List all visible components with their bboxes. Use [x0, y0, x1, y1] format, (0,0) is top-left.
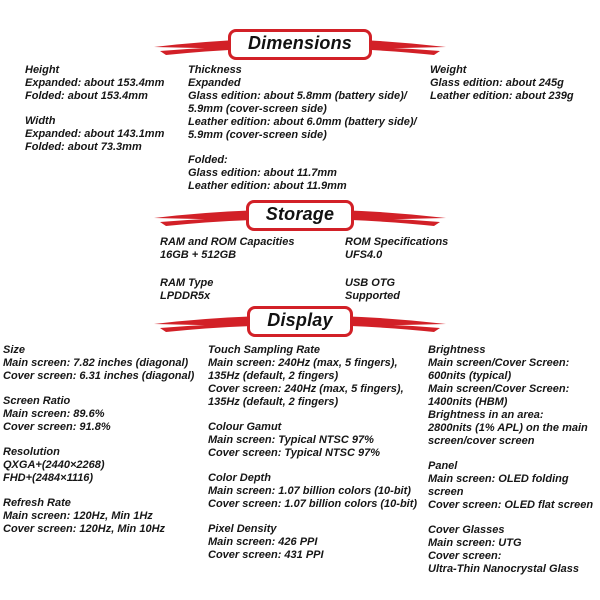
spec-line: Expanded: about 153.4mm — [25, 77, 165, 89]
spec-block — [345, 236, 505, 262]
spec-heading: Panel — [428, 460, 458, 472]
spec-heading: Pixel Density — [208, 523, 277, 535]
spec-block — [3, 344, 205, 383]
spec-column — [428, 344, 600, 588]
spec-column — [3, 344, 205, 548]
spec-line: Ultra-Thin Nanocrystal Glass — [428, 563, 579, 575]
spec-block — [188, 154, 433, 193]
spec-block — [428, 344, 600, 448]
spec-line: screen/cover screen — [428, 435, 535, 447]
spec-block — [25, 115, 185, 154]
spec-block — [208, 523, 426, 562]
spec-block — [3, 497, 205, 536]
spec-heading: Thickness — [188, 64, 242, 76]
spec-line: Cover screen: — [428, 550, 502, 562]
spec-heading: Colour Gamut — [208, 421, 282, 433]
spec-line: Expanded: about 143.1mm — [25, 128, 165, 140]
spec-heading: Refresh Rate — [3, 497, 71, 509]
section-title: Display — [267, 309, 333, 330]
spec-block — [160, 236, 342, 262]
spec-line: QXGA+(2440×2268) — [3, 459, 105, 471]
spec-line: Expanded — [188, 77, 241, 89]
spec-line: 600nits (typical) — [428, 370, 512, 382]
section-header-display — [0, 304, 600, 338]
spec-line: Main screen: 1.07 billion colors (10-bit) — [208, 485, 411, 497]
section-header-dimensions — [0, 27, 600, 61]
spec-heading: RAM and ROM Capacities — [160, 236, 295, 248]
spec-line: Glass edition: about 245g — [430, 77, 564, 89]
spec-line: Cover screen: 120Hz, Min 10Hz — [3, 523, 166, 535]
spec-line: Cover screen: 1.07 billion colors (10-bit) — [208, 498, 418, 510]
spec-heading: Brightness — [428, 344, 486, 356]
spec-line: 135Hz (default, 2 fingers) — [208, 370, 339, 382]
spec-line: Supported — [345, 290, 400, 302]
spec-line: 2800nits (1% APL) on the main — [428, 422, 588, 434]
spec-block — [430, 64, 598, 103]
spec-heading: Width — [25, 115, 56, 127]
spec-line: FHD+(2484×1116) — [3, 472, 94, 484]
spec-block — [188, 64, 433, 142]
spec-heading: USB OTG — [345, 277, 396, 289]
spec-heading: RAM Type — [160, 277, 214, 289]
spec-column — [25, 64, 185, 166]
spec-block — [3, 395, 205, 434]
spec-heading: Height — [25, 64, 60, 76]
spec-line: 16GB + 512GB — [160, 249, 237, 261]
spec-line: Main screen/Cover Screen: — [428, 357, 570, 369]
spec-line: Main screen: UTG — [428, 537, 522, 549]
spec-heading: Folded: — [188, 154, 228, 166]
spec-block — [208, 472, 426, 511]
spec-heading: Cover Glasses — [428, 524, 505, 536]
spec-line: Cover screen: 6.31 inches (diagonal) — [3, 370, 195, 382]
spec-line: Glass edition: about 5.8mm (battery side)/ — [188, 90, 407, 102]
spec-line: Main screen: 89.6% — [3, 408, 105, 420]
spec-column — [188, 64, 433, 205]
section-title-box — [228, 29, 372, 60]
spec-line: Cover screen: 240Hz (max, 5 fingers), — [208, 383, 404, 395]
spec-line: Folded: about 73.3mm — [25, 141, 142, 153]
spec-block — [428, 524, 600, 576]
spec-line: 5.9mm (cover-screen side) — [188, 129, 327, 141]
spec-line: Main screen: 120Hz, Min 1Hz — [3, 510, 153, 522]
spec-line: 1400nits (HBM) — [428, 396, 508, 408]
spec-line: Brightness in an area: — [428, 409, 544, 421]
spec-heading: Weight — [430, 64, 467, 76]
section-title-box — [247, 306, 352, 337]
spec-heading: Color Depth — [208, 472, 271, 484]
spec-line: Cover screen: OLED flat screen — [428, 499, 594, 511]
spec-line: UFS4.0 — [345, 249, 383, 261]
spec-line: Cover screen: 91.8% — [3, 421, 111, 433]
spec-block — [428, 460, 600, 512]
spec-line: Main screen: OLED folding screen — [428, 473, 569, 498]
spec-line: Leather edition: about 6.0mm (battery side)/ — [188, 116, 417, 128]
spec-line: Leather edition: about 239g — [430, 90, 574, 102]
spec-heading: Size — [3, 344, 26, 356]
section-title: Dimensions — [247, 32, 353, 53]
spec-line: Main screen: 426 PPI — [208, 536, 318, 548]
spec-heading: ROM Specifications — [345, 236, 449, 248]
spec-column — [208, 344, 426, 574]
spec-block — [3, 446, 205, 485]
spec-line: Main screen/Cover Screen: — [428, 383, 570, 395]
section-title-box — [246, 200, 354, 231]
spec-column — [430, 64, 598, 115]
spec-line: Folded: about 153.4mm — [25, 90, 148, 102]
spec-block — [208, 421, 426, 460]
spec-heading: Touch Sampling Rate — [208, 344, 321, 356]
spec-line: Main screen: 240Hz (max, 5 fingers), — [208, 357, 398, 369]
spec-line: Glass edition: about 11.7mm — [188, 167, 337, 179]
spec-line: Main screen: Typical NTSC 97% — [208, 434, 374, 446]
spec-line: 5.9mm (cover-screen side) — [188, 103, 327, 115]
spec-line: Cover screen: 431 PPI — [208, 549, 324, 561]
spec-heading: Resolution — [3, 446, 60, 458]
spec-line: 135Hz (default, 2 fingers) — [208, 396, 339, 408]
spec-line: LPDDR5x — [160, 290, 211, 302]
spec-line: Leather edition: about 11.9mm — [188, 180, 347, 192]
spec-heading: Screen Ratio — [3, 395, 71, 407]
spec-block — [160, 277, 342, 303]
spec-line: Main screen: 7.82 inches (diagonal) — [3, 357, 189, 369]
section-header-storage — [0, 198, 600, 232]
spec-block — [345, 277, 505, 303]
spec-block — [25, 64, 185, 103]
section-title: Storage — [265, 203, 335, 224]
spec-line: Cover screen: Typical NTSC 97% — [208, 447, 380, 459]
spec-block — [208, 344, 426, 409]
